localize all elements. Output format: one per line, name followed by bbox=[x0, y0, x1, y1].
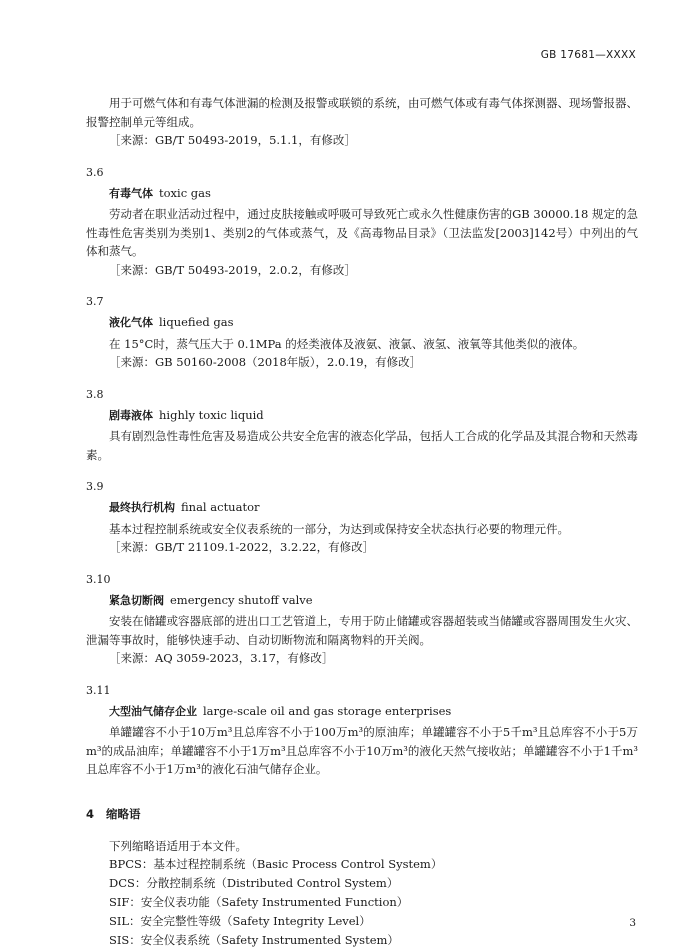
abbreviation-item: SIF：安全仪表功能（Safety Instrumented Function） bbox=[109, 895, 409, 909]
term-source: ［来源：GB/T 50493-2019，2.0.2，有修改］ bbox=[109, 262, 356, 277]
abbreviation-item: SIS：安全仪表系统（Safety Instrumented System） bbox=[109, 933, 399, 947]
term-en: highly toxic liquid bbox=[159, 407, 264, 422]
term-zh: 有毒气体 bbox=[109, 186, 153, 200]
term-en: toxic gas bbox=[159, 185, 211, 200]
term-number: 3.10 bbox=[86, 572, 111, 586]
term-source: ［来源：GB/T 21109.1-2022，3.2.22，有修改］ bbox=[109, 540, 375, 554]
term-number: 3.9 bbox=[86, 480, 104, 493]
chapter-number: 4 bbox=[86, 806, 95, 821]
term-en: final actuator bbox=[181, 500, 260, 514]
term-definition: 基本过程控制系统或安全仪表系统的一部分，为达到或保持安全状态执行必要的物理元件。 bbox=[109, 521, 569, 536]
intro-paragraph: 用于可燃气体和有毒气体泄漏的检测及报警或联锁的系统，由可燃气体或有毒气体探测器、现场警报器、报警控制单元等组成。 bbox=[86, 96, 638, 129]
term-source: ［来源：GB 50160-2008（2018年版），2.0.19，有修改］ bbox=[109, 355, 422, 369]
intro-source: ［来源：GB/T 50493-2019，5.1.1，有修改］ bbox=[109, 133, 356, 147]
term-heading bbox=[109, 591, 638, 611]
term-zh: 剧毒液体 bbox=[109, 408, 153, 422]
page-content bbox=[86, 94, 638, 950]
term-heading bbox=[109, 184, 638, 204]
standard-code: GB 17681—XXXX bbox=[540, 49, 636, 61]
term-number: 3.11 bbox=[86, 683, 111, 697]
chapter-intro: 下列缩略语适用于本文件。 bbox=[109, 838, 247, 853]
term-heading bbox=[109, 702, 638, 722]
abbreviation-item: SIL：安全完整性等级（Safety Integrity Level） bbox=[109, 914, 371, 928]
term-number: 3.7 bbox=[86, 295, 104, 308]
term-heading bbox=[109, 406, 638, 426]
term-en: liquefied gas bbox=[159, 315, 234, 329]
term-definition: 劳动者在职业活动过程中，通过皮肤接触或呼吸可导致死亡或永久性健康伤害的GB 30000.18 规定的急性毒性危害类别为类别1、类别2的气体或蒸气，及《高毒物品目录》（卫法监发[2003]142号）中列出的气体和蒸气。 bbox=[86, 207, 638, 258]
term-definition: 安装在储罐或容器底部的进出口工艺管道上，专用于防止储罐或容器超装或当储罐或容器周围发生火灾、泄漏等事故时，能够快速手动、自动切断物流和隔离物料的开关阀。 bbox=[86, 614, 638, 647]
term-zh: 大型油气储存企业 bbox=[109, 704, 197, 718]
term-en: large-scale oil and gas storage enterprises bbox=[203, 703, 452, 718]
abbreviation-item: BPCS：基本过程控制系统（Basic Process Control System） bbox=[109, 857, 443, 871]
chapter-title: 缩略语 bbox=[106, 806, 141, 821]
term-zh: 紧急切断阀 bbox=[109, 593, 164, 607]
term-definition: 具有剧烈急性毒性危害及易造成公共安全危害的液态化学品，包括人工合成的化学品及其混合物和天然毒素。 bbox=[86, 429, 638, 462]
chapter-heading bbox=[86, 805, 638, 823]
term-number: 3.6 bbox=[86, 165, 104, 179]
term-heading bbox=[109, 313, 638, 333]
term-definition: 单罐罐容不小于10万m³且总库容不小于100万m³的原油库；单罐罐容不小于5千m³且总库容不小于5万m³的成品油库；单罐罐容不小于1万m³且总库容不小于10万m³的液化天然气接收站；单罐罐容不小于1千m³且总库容不小于1万m³的液化石油气储存企业。 bbox=[86, 725, 638, 776]
term-heading bbox=[109, 498, 638, 518]
abbreviation-item: DCS：分散控制系统（Distributed Control System） bbox=[109, 876, 399, 890]
term-zh: 最终执行机构 bbox=[109, 501, 175, 514]
page-number: 3 bbox=[629, 917, 636, 929]
term-en: emergency shutoff valve bbox=[170, 592, 313, 607]
term-zh: 液化气体 bbox=[109, 316, 153, 329]
term-source: ［来源：AQ 3059-2023，3.17，有修改］ bbox=[109, 651, 334, 665]
term-definition: 在 15°C时，蒸气压大于 0.1MPa 的烃类液体及液氨、液氯、液氢、液氧等其他类似的液体。 bbox=[109, 336, 585, 351]
term-number: 3.8 bbox=[86, 387, 104, 401]
